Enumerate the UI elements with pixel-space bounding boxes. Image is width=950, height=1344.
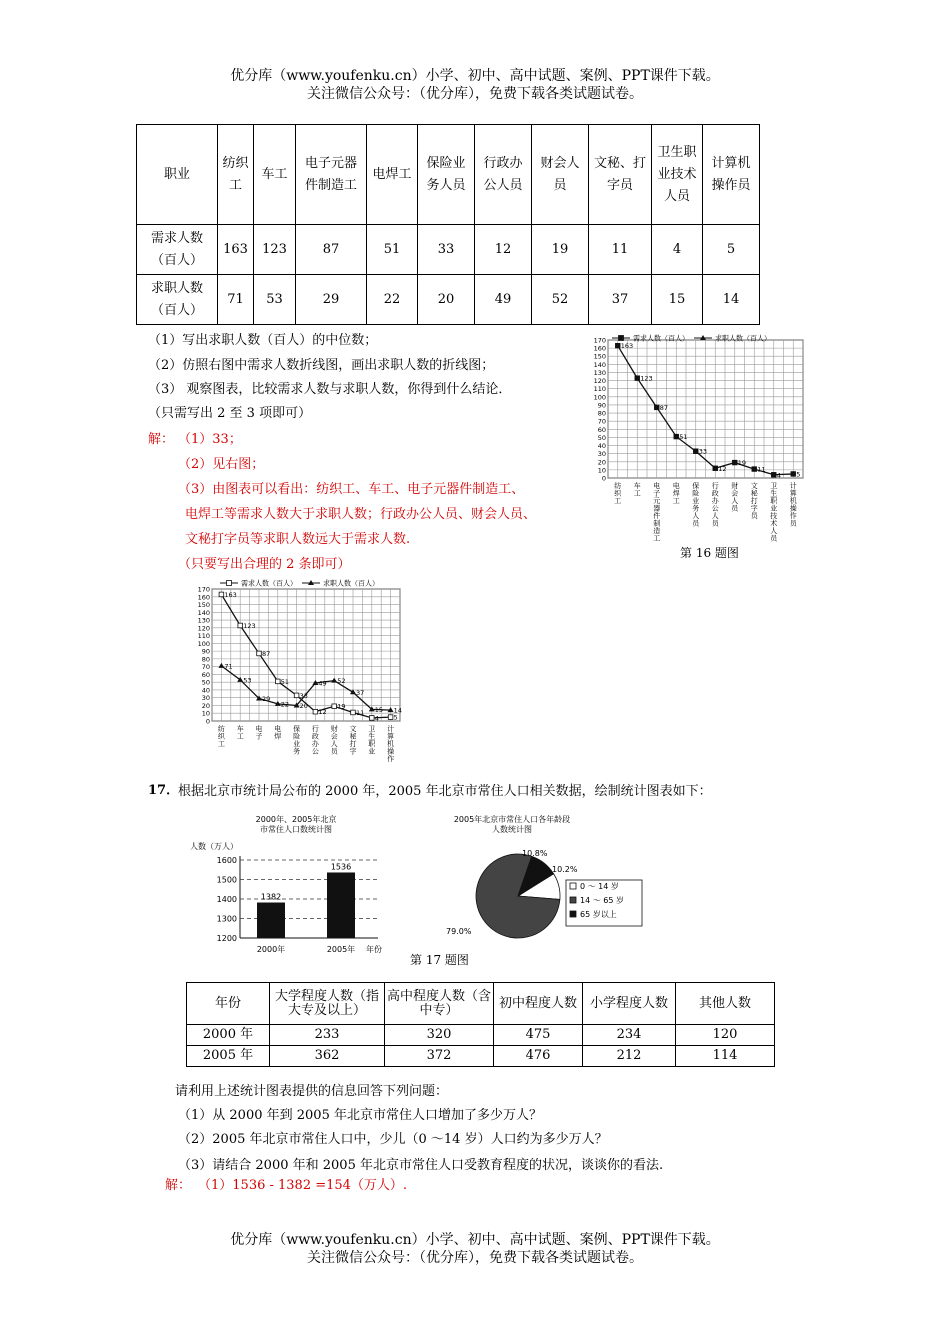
header-line-2: 关注微信公众号：（优分库），免费下载各类试题试卷。	[307, 86, 643, 102]
legend-marker	[227, 581, 232, 586]
edu-cell: 212	[583, 1046, 676, 1067]
y-tick-label: 1300	[216, 914, 237, 924]
data-point	[674, 434, 679, 439]
edu-cell: 372	[385, 1046, 494, 1067]
y-tick-label: 0	[601, 474, 606, 483]
q17-prompt: 请利用上述统计图表提供的信息回答下列问题：	[175, 1084, 449, 1099]
data-label: 4	[374, 714, 379, 723]
edu-cell: 234	[583, 1025, 676, 1046]
data-point	[370, 716, 375, 721]
y-tick-label: 150	[197, 601, 210, 610]
education-table	[186, 982, 775, 1067]
demand-cell: 33	[418, 225, 475, 275]
y-tick-label: 120	[197, 624, 210, 633]
q16-item-2: （2）仿照右图中需求人数折线图，画出求职人数的折线图；	[148, 358, 495, 373]
x-tick-label: 行政办公人员	[711, 482, 719, 528]
x-axis-label: 年份	[366, 945, 382, 954]
data-label: 22	[280, 700, 290, 709]
data-label: 49	[318, 679, 327, 688]
y-tick-label: 90	[201, 647, 210, 656]
job-col-header: 财会人员	[532, 125, 589, 225]
row-label-demand: 需求人数（百人）	[137, 225, 218, 275]
applicant-cell: 49	[475, 275, 532, 325]
bar-value-label: 1536	[330, 862, 352, 872]
y-tick-label: 1600	[216, 856, 237, 865]
data-label: 51	[280, 677, 290, 686]
bar-value-label: 1382	[260, 892, 282, 902]
demand-cell: 4	[652, 225, 703, 275]
data-point	[771, 472, 776, 477]
x-tick-label: 文秘打字	[349, 725, 357, 756]
data-label: 37	[356, 688, 365, 697]
y-tick-label: 80	[597, 409, 606, 418]
legend-label: 65 岁以上	[580, 910, 617, 919]
data-label: 5	[393, 713, 398, 722]
demand-cell: 12	[475, 225, 532, 275]
legend-label: 0 ～ 14 岁	[580, 882, 619, 891]
edu-cell: 233	[270, 1025, 385, 1046]
applicant-cell: 71	[218, 275, 254, 325]
legend-swatch	[570, 897, 576, 903]
job-col-header: 行政办公人员	[475, 125, 532, 225]
chart-title: 2000年、2005年北京	[255, 815, 337, 824]
slice-label: 10.8%	[522, 849, 548, 858]
data-label: 53	[243, 676, 252, 685]
x-tick-label: 卫生职业技术人员	[770, 482, 778, 542]
q17-answer-label: 解：	[165, 1178, 192, 1193]
data-label: 19	[337, 702, 346, 711]
data-label: 5	[796, 470, 801, 479]
y-tick-label: 160	[593, 344, 606, 353]
job-header-label: 职业	[137, 125, 218, 225]
age-pie-chart	[440, 812, 650, 952]
bar	[327, 872, 355, 938]
y-tick-label: 10	[201, 709, 210, 718]
data-point	[693, 449, 698, 454]
data-label: 19	[737, 459, 747, 468]
x-tick-label: 电子元器件制造工	[653, 482, 661, 542]
slice-label: 79.0%	[446, 927, 472, 936]
q16-item-4: （只需写出 2 至 3 项即可）	[148, 406, 312, 421]
applicant-cell: 15	[652, 275, 703, 325]
demand-cell: 123	[254, 225, 296, 275]
demand-line-chart	[588, 330, 810, 542]
edu-cell: 362	[270, 1046, 385, 1067]
edu-cell: 120	[676, 1025, 775, 1046]
chart-title: 2005年北京市常住人口各年龄段	[453, 815, 571, 824]
edu-cell: 2000 年	[187, 1025, 270, 1046]
edu-header: 年份	[187, 983, 270, 1025]
legend-label: 14 ～ 65 岁	[580, 896, 624, 905]
row-label-applicants: 求职人数（百人）	[137, 275, 218, 325]
y-tick-label: 110	[593, 385, 606, 394]
legend-swatch	[570, 883, 576, 889]
y-tick-label: 20	[597, 458, 606, 467]
job-col-header: 计算机操作员	[703, 125, 760, 225]
data-label: 14	[393, 706, 402, 715]
q17-item-3: （3）请结合 2000 年和 2005 年北京市常住人口受教育程度的状况，谈谈你的看法.	[178, 1158, 664, 1173]
data-label: 11	[356, 708, 365, 717]
data-point	[615, 343, 620, 348]
data-label: 51	[679, 433, 688, 442]
applicant-cell: 53	[254, 275, 296, 325]
y-tick-label: 70	[597, 417, 606, 426]
y-tick-label: 0	[205, 717, 210, 726]
edu-cell: 475	[494, 1025, 583, 1046]
y-axis-label: 人数（万人）	[190, 842, 238, 851]
data-point	[635, 376, 640, 381]
edu-header: 大学程度人数（指大专及以上）	[270, 983, 385, 1025]
y-tick-label: 60	[597, 425, 606, 434]
q17-intro: 根据北京市统计局公布的 2000 年，2005 年北京市常住人口相关数据，绘制统计图表如下：	[178, 784, 712, 799]
data-label: 11	[757, 465, 766, 474]
y-tick-label: 130	[197, 616, 210, 625]
y-tick-label: 170	[197, 585, 210, 594]
applicant-cell: 20	[418, 275, 475, 325]
x-tick-label: 文秘打字员	[750, 482, 758, 520]
y-tick-label: 70	[201, 663, 210, 672]
q16-answer-3: （3）由图表可以看出：纺织工、车工、电子元器件制造工、	[178, 482, 525, 497]
y-tick-label: 1500	[216, 875, 237, 885]
y-tick-label: 110	[197, 632, 210, 641]
y-tick-label: 160	[197, 593, 210, 602]
data-label: 163	[620, 342, 634, 351]
job-col-header: 保险业务人员	[418, 125, 475, 225]
x-tick-label: 保险业务人员	[692, 482, 700, 528]
x-tick-label: 财会人员	[731, 482, 739, 513]
applicant-cell: 29	[296, 275, 367, 325]
edu-cell: 114	[676, 1046, 775, 1067]
data-point	[313, 709, 318, 714]
q16-answer-label: 解：	[148, 432, 175, 447]
y-tick-label: 150	[593, 352, 606, 361]
legend-marker	[619, 336, 624, 341]
legend-label: 需求人数（百人）	[633, 334, 689, 343]
x-tick-label: 电子	[255, 725, 263, 741]
slice-label: 10.2%	[552, 865, 578, 874]
x-tick-label: 计算机操作员	[789, 482, 797, 528]
data-point	[752, 467, 757, 472]
q16-item-3: （3） 观察图表，比较需求人数与求职人数，你得到什么结论．	[148, 382, 512, 397]
data-point	[294, 693, 299, 698]
job-col-header: 卫生职业技术人员	[652, 125, 703, 225]
q17-item-1: （1）从 2000 年到 2005 年北京市常住人口增加了多少万人？	[178, 1108, 542, 1123]
x-tick-label: 车工	[236, 725, 244, 741]
population-bar-chart	[186, 812, 396, 958]
y-tick-label: 130	[593, 368, 606, 377]
demand-cell: 51	[367, 225, 418, 275]
x-tick-label: 卫生职业	[368, 725, 376, 756]
y-tick-label: 140	[593, 360, 606, 369]
x-tick-label: 2005年	[326, 945, 356, 954]
x-tick-label: 纺织工	[217, 725, 225, 748]
data-point	[388, 715, 393, 720]
applicant-cell: 52	[532, 275, 589, 325]
data-label: 12	[318, 708, 327, 717]
data-label: 29	[262, 694, 271, 703]
y-tick-label: 30	[201, 694, 210, 703]
data-label: 12	[718, 464, 727, 473]
data-label: 4	[776, 471, 781, 480]
data-label: 15	[374, 705, 384, 714]
q17-answer-1: （1）1536 - 1382 =154（万人）.	[198, 1178, 408, 1193]
q16-answer-2: （2）见右图；	[178, 457, 265, 472]
q16-answer-4: 电焊工等需求人数大于求职人数；行政办公人员、财会人员、	[185, 507, 537, 522]
data-label: 87	[262, 649, 271, 658]
data-point	[351, 710, 356, 715]
answer-line-chart	[192, 577, 404, 767]
y-tick-label: 10	[597, 466, 606, 475]
footer-line-2: 关注微信公众号：（优分库），免费下载各类试题试卷。	[307, 1250, 643, 1266]
data-label: 33	[698, 447, 708, 456]
applicant-cell: 14	[703, 275, 760, 325]
y-tick-label: 120	[593, 377, 606, 386]
y-tick-label: 1400	[216, 895, 237, 904]
y-tick-label: 40	[201, 686, 210, 695]
edu-header: 其他人数	[676, 983, 775, 1025]
y-tick-label: 20	[201, 701, 210, 710]
edu-header: 高中程度人数（含中专）	[385, 983, 494, 1025]
data-label: 52	[337, 677, 346, 686]
y-tick-label: 50	[201, 678, 210, 687]
data-label: 163	[224, 590, 237, 599]
x-tick-label: 保险业务	[293, 725, 301, 756]
demand-cell: 87	[296, 225, 367, 275]
job-demand-table	[136, 124, 760, 325]
x-tick-label: 2000年	[256, 945, 286, 954]
job-col-header: 车工	[254, 125, 296, 225]
data-point	[332, 704, 337, 709]
edu-cell: 476	[494, 1046, 583, 1067]
demand-cell: 163	[218, 225, 254, 275]
y-tick-label: 90	[597, 401, 606, 410]
legend-label: 求职人数（百人）	[715, 334, 771, 343]
data-point	[791, 472, 796, 477]
q16-answer-1: （1）33；	[178, 432, 242, 447]
q17-number: 17．	[148, 783, 180, 798]
legend-label: 求职人数（百人）	[323, 579, 379, 588]
demand-cell: 5	[703, 225, 760, 275]
demand-cell: 11	[589, 225, 652, 275]
bar	[257, 903, 285, 938]
job-col-header: 文秘、打字员	[589, 125, 652, 225]
applicant-cell: 22	[367, 275, 418, 325]
data-point	[713, 466, 718, 471]
q16-figure-caption: 第 16 题图	[680, 546, 739, 560]
y-tick-label: 100	[593, 393, 606, 402]
header-line-1: 优分库（www.youfenku.cn）小学、初中、高中试题、案例、PPT课件下载。	[230, 68, 720, 84]
y-tick-label: 100	[197, 639, 210, 648]
y-tick-label: 60	[201, 670, 210, 679]
data-label: 123	[640, 374, 653, 383]
data-label: 33	[299, 691, 308, 700]
job-col-header: 电焊工	[367, 125, 418, 225]
x-tick-label: 电焊工	[672, 482, 680, 505]
footer-line-1: 优分库（www.youfenku.cn）小学、初中、高中试题、案例、PPT课件下载。	[230, 1232, 720, 1248]
legend-swatch	[570, 911, 576, 917]
job-col-header: 电子元器件制造工	[296, 125, 367, 225]
data-point	[238, 623, 243, 628]
x-tick-label: 电焊	[274, 725, 282, 741]
data-point	[219, 592, 224, 597]
data-label: 71	[224, 662, 233, 671]
edu-cell: 2005 年	[187, 1046, 270, 1067]
x-tick-label: 计算机操作	[387, 725, 395, 763]
data-point	[654, 405, 659, 410]
y-tick-label: 80	[201, 655, 210, 664]
y-tick-label: 40	[597, 442, 606, 451]
data-point	[257, 651, 262, 656]
q16-answer-6: （只要写出合理的 2 条即可）	[178, 557, 351, 572]
y-tick-label: 1200	[216, 934, 237, 943]
chart-title-cont: 人数统计图	[492, 825, 532, 834]
x-tick-label: 财会人员	[330, 725, 338, 756]
q16-item-1: （1）写出求职人数（百人）的中位数；	[148, 333, 378, 348]
applicant-cell: 37	[589, 275, 652, 325]
y-tick-label: 50	[597, 433, 606, 442]
data-point	[732, 460, 737, 465]
job-col-header: 纺织工	[218, 125, 254, 225]
q17-item-2: （2）2005 年北京市常住人口中，少儿（0 ～14 岁）人口约为多少万人？	[178, 1132, 608, 1147]
edu-cell: 320	[385, 1025, 494, 1046]
edu-header: 初中程度人数	[494, 983, 583, 1025]
x-tick-label: 行政办公	[311, 725, 319, 756]
q16-answer-5: 文秘打字员等求职人数远大于需求人数.	[185, 532, 411, 547]
demand-cell: 19	[532, 225, 589, 275]
legend-label: 需求人数（百人）	[241, 579, 297, 588]
y-tick-label: 30	[597, 450, 606, 459]
x-tick-label: 车工	[633, 482, 641, 498]
data-label: 123	[243, 621, 256, 630]
x-tick-label: 纺织工	[614, 482, 622, 505]
data-point	[276, 679, 281, 684]
edu-header: 小学程度人数	[583, 983, 676, 1025]
chart-title-cont: 市常住人口数统计图	[260, 825, 332, 834]
q17-figure-caption: 第 17 题图	[410, 953, 469, 967]
y-tick-label: 140	[197, 608, 210, 617]
data-label: 20	[299, 701, 308, 710]
data-label: 87	[659, 403, 669, 412]
y-tick-label: 170	[593, 336, 606, 345]
